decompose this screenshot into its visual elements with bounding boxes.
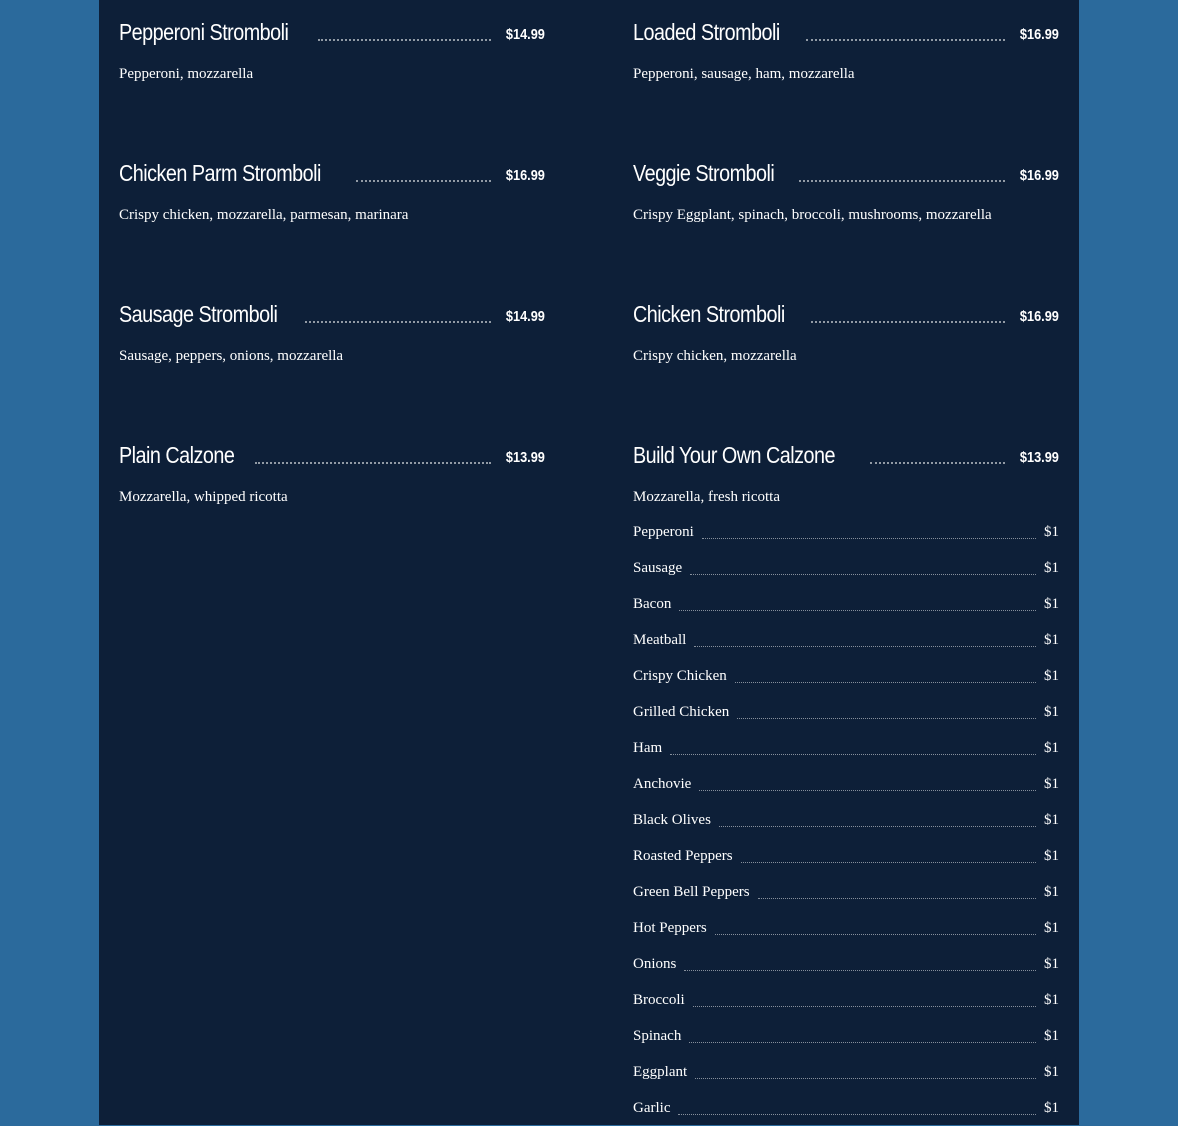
topping-name: Eggplant	[633, 1064, 688, 1080]
menu-item-price: $16.99	[1019, 308, 1059, 325]
topping-row	[633, 838, 1059, 874]
topping-row	[633, 622, 1059, 658]
menu-item-chicken-stromboli	[633, 288, 1059, 371]
dotted-leader	[870, 462, 1005, 464]
menu-item-price: $16.99	[505, 167, 545, 184]
calzone-toppings-list	[633, 514, 1059, 1126]
topping-price: $1	[1044, 1100, 1059, 1116]
topping-name: Onions	[633, 956, 677, 972]
topping-price: $1	[1044, 920, 1059, 936]
topping-row	[633, 766, 1059, 802]
dotted-leader	[684, 970, 1036, 971]
dotted-leader	[695, 1078, 1036, 1079]
menu-item-header	[633, 429, 1059, 469]
menu-item-veggie-stromboli	[633, 147, 1059, 230]
dotted-leader	[719, 826, 1036, 827]
menu-item-description: Crispy chicken, mozzarella	[633, 348, 797, 364]
menu-item-header	[633, 147, 1059, 187]
dotted-leader	[694, 646, 1036, 647]
topping-row	[633, 1090, 1059, 1126]
dotted-leader	[735, 682, 1036, 683]
topping-name: Pepperoni	[633, 524, 694, 540]
dotted-leader	[356, 180, 491, 182]
menu-item-price: $14.99	[505, 308, 545, 325]
topping-price: $1	[1044, 884, 1059, 900]
topping-price: $1	[1044, 1064, 1059, 1080]
dotted-leader	[670, 754, 1036, 755]
dotted-leader	[715, 934, 1036, 935]
dotted-leader	[806, 39, 1005, 41]
topping-name: Green Bell Peppers	[633, 884, 750, 900]
topping-price: $1	[1044, 776, 1059, 792]
menu-item-description: Crispy Eggplant, spinach, broccoli, mushrooms, mozzarella	[633, 207, 992, 223]
menu-item-name: Sausage Stromboli	[119, 301, 278, 327]
topping-row	[633, 514, 1059, 550]
menu-item-header	[119, 147, 545, 187]
topping-row	[633, 982, 1059, 1018]
menu-item-plain-calzone	[119, 429, 545, 512]
topping-name: Crispy Chicken	[633, 668, 727, 684]
menu-item-sausage-stromboli	[119, 288, 545, 371]
menu-item-name: Pepperoni Stromboli	[119, 19, 289, 45]
topping-name: Hot Peppers	[633, 920, 707, 936]
menu-item-name: Loaded Stromboli	[633, 19, 780, 45]
dotted-leader	[741, 862, 1036, 863]
topping-name: Grilled Chicken	[633, 704, 730, 720]
dotted-leader	[255, 462, 491, 464]
dotted-leader	[758, 898, 1036, 899]
menu-item-description: Crispy chicken, mozzarella, parmesan, marinara	[119, 207, 409, 223]
topping-row	[633, 802, 1059, 838]
menu-item-header	[633, 6, 1059, 46]
dotted-leader	[678, 1114, 1036, 1115]
menu-item-header	[633, 288, 1059, 328]
menu-item-price: $16.99	[1019, 26, 1059, 43]
dotted-leader	[799, 180, 1005, 182]
menu-item-description: Pepperoni, mozzarella	[119, 66, 254, 82]
menu-item-header	[119, 6, 545, 46]
menu-panel	[99, 0, 1079, 1125]
topping-price: $1	[1044, 956, 1059, 972]
topping-name: Meatball	[633, 632, 687, 648]
menu-item-description: Mozzarella, whipped ricotta	[119, 489, 288, 505]
menu-item-price: $16.99	[1019, 167, 1059, 184]
dotted-leader	[811, 321, 1005, 323]
topping-price: $1	[1044, 1028, 1059, 1044]
menu-item-name: Plain Calzone	[119, 442, 235, 468]
topping-name: Ham	[633, 740, 663, 756]
topping-price: $1	[1044, 740, 1059, 756]
menu-item-name: Build Your Own Calzone	[633, 442, 835, 468]
dotted-leader	[689, 1042, 1036, 1043]
topping-price: $1	[1044, 560, 1059, 576]
topping-price: $1	[1044, 668, 1059, 684]
menu-item-build-your-own-calzone	[633, 429, 1059, 512]
dotted-leader	[699, 790, 1036, 791]
menu-item-loaded-stromboli	[633, 6, 1059, 89]
topping-row	[633, 550, 1059, 586]
topping-name: Roasted Peppers	[633, 848, 733, 864]
dotted-leader	[318, 39, 491, 41]
topping-row	[633, 658, 1059, 694]
topping-row	[633, 730, 1059, 766]
topping-row	[633, 910, 1059, 946]
topping-price: $1	[1044, 992, 1059, 1008]
topping-name: Black Olives	[633, 812, 711, 828]
topping-name: Sausage	[633, 560, 683, 576]
topping-price: $1	[1044, 704, 1059, 720]
topping-name: Garlic	[633, 1100, 671, 1116]
topping-row	[633, 1018, 1059, 1054]
menu-item-price: $13.99	[1019, 449, 1059, 466]
dotted-leader	[690, 574, 1036, 575]
topping-price: $1	[1044, 596, 1059, 612]
menu-item-price: $13.99	[505, 449, 545, 466]
topping-price: $1	[1044, 632, 1059, 648]
topping-name: Spinach	[633, 1028, 682, 1044]
topping-row	[633, 1054, 1059, 1090]
menu-item-name: Chicken Parm Stromboli	[119, 160, 321, 186]
topping-name: Broccoli	[633, 992, 685, 1008]
topping-row	[633, 946, 1059, 982]
menu-item-description: Sausage, peppers, onions, mozzarella	[119, 348, 344, 364]
topping-price: $1	[1044, 848, 1059, 864]
dotted-leader	[693, 1006, 1036, 1007]
menu-item-header	[119, 288, 545, 328]
topping-name: Anchovie	[633, 776, 692, 792]
menu-item-name: Chicken Stromboli	[633, 301, 785, 327]
menu-item-price: $14.99	[505, 26, 545, 43]
topping-price: $1	[1044, 812, 1059, 828]
dotted-leader	[702, 538, 1036, 539]
menu-item-chicken-parm-stromboli	[119, 147, 545, 230]
menu-item-description: Mozzarella, fresh ricotta	[633, 489, 781, 505]
dotted-leader	[737, 718, 1036, 719]
dotted-leader	[679, 610, 1036, 611]
menu-item-name: Veggie Stromboli	[633, 160, 775, 186]
topping-name: Bacon	[633, 596, 672, 612]
topping-row	[633, 586, 1059, 622]
menu-item-pepperoni-stromboli	[119, 6, 545, 89]
menu-item-description: Pepperoni, sausage, ham, mozzarella	[633, 66, 855, 82]
menu-item-header	[119, 429, 545, 469]
topping-row	[633, 874, 1059, 910]
topping-row	[633, 694, 1059, 730]
dotted-leader	[305, 321, 491, 323]
topping-price: $1	[1044, 524, 1059, 540]
